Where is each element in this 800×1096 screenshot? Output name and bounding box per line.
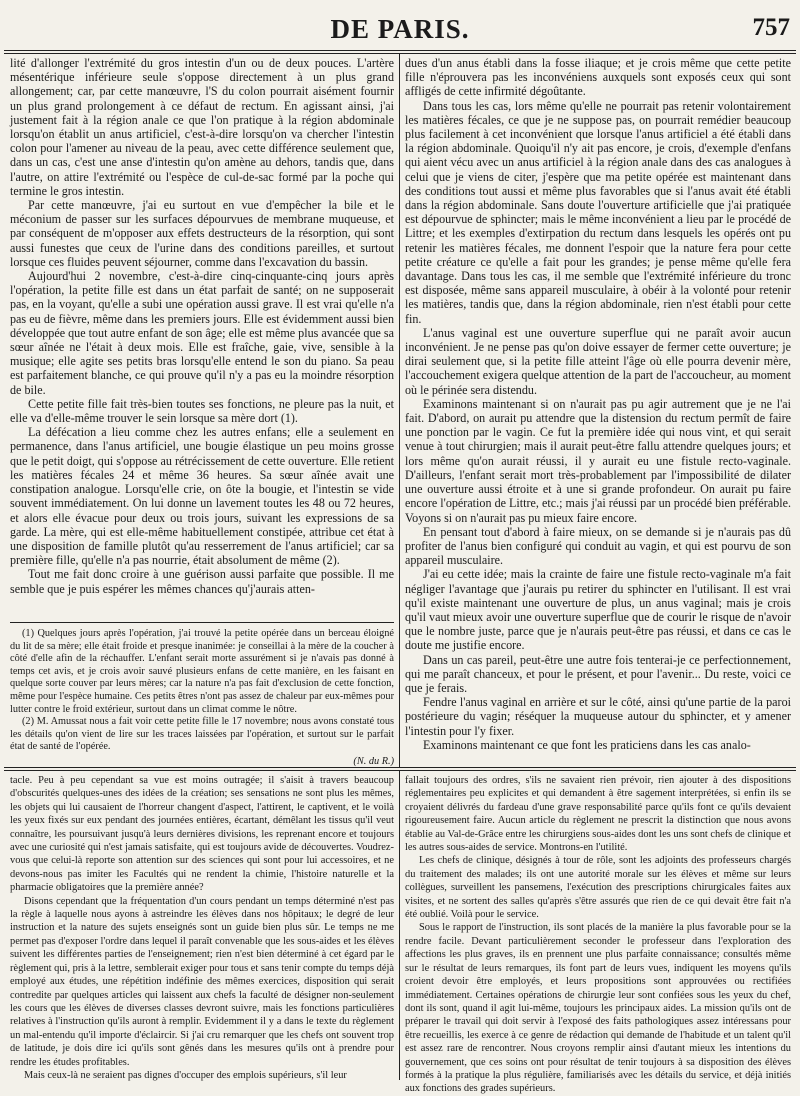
paragraph: Disons cependant que la fréquentation d'un cours pendant un temps déterminé n'est pas la règle à laquelle nous ayons à astreindre les élèves dans nos hôpitaux; le degré de leur instruction et la nature des sujets enseignés sont un guide bien plus sûr. Le temps ne me permet pas d'exposer l'ordre dans lequel il paraît convenable que les sous-aides et les élèves suivent les différentes parties de l'enseignement; rien n'est bien déterminé à cet égard par le règlement qui, pris à la lettre, semblerait exiger pour tous et sans tenir compte du temps déjà employé aux études, une répétition indéfinie des mêmes exercices, disposition qui serait contredite par quelques articles qui laissent aux chefs la faculté de désigner non-seulement les cours que les élèves de diverses classes devront suivre, mais les fonctions particulières relatives à l'instruction qu'ils auront à remplir. Evidemment il y a dans le texte du règlement un mal-entendu qu'il importe d'éclaircir. Si j'ai cru remarquer que les chefs ont souvent trop de latitude, je dois dire ici qu'ils sont gênés dans les mesures qu'ils ont à prendre pour rendre les études profitables. [10,895,394,1068]
newspaper-title: DE PARIS. [330,14,470,44]
paragraph: En pensant tout d'abord à faire mieux, on se demande si je n'aurais pas dû profiter de l'anus bien configuré qui conduit au vagin, et qui est pourvu de son appareil musculaire. [405,524,791,568]
bottom-right-column [405,774,791,1095]
page-header [0,0,800,44]
header-rule [4,50,796,51]
header-rule-thin [4,53,796,54]
section-rule-thin [4,770,796,771]
paragraph: Dans tous les cas, lors même qu'elle ne pourrait pas retenir volontairement les matières fécales, ce que je ne suppose pas, on pourrait remédier beaucoup plus facilement à cet inconvénient que lorsque l'anus artificiel a été établi dans la région abdominale. Quoiqu'il n'y ait pas encore, je crois, d'exemple d'enfans qui aient vécu avec un anus artificiel à la région anale dans des cas analogues à celui que je viens de citer, j'espère que ma petite opérée est maintenant dans des conditions tout aussi et même plus favorables que si l'anus avait été établi dans la région abdominale. Sans doute l'ouverture artificielle que j'ai pratiquée est dépourvue de sphincter; mais le même inconvénient a lieu par le procédé de Littre; et les exemples d'extirpation du rectum dans lesquels les opérés ont pu retenir les matières fécales, me donnent l'espoir que la nature fera pour cette petite créature ce qu'elle a fait pour les grandes; je pense même qu'elle fera davantage. Dans tous les cas, il me semble que l'extrémité inférieure du tronc est disposée, même sans appareil musculaire, à obéir à la volonté pour retenir les matières, tandis que, dans la région abdominale, rien n'est établi pour cette fin. [405,98,791,326]
footnote-2: (2) M. Amussat nous a fait voir cette petite fille le 17 novembre; nous avons constaté tous les détails qu'on vient de lire sur les traces laissées par l'opération, et surtout sur le parfait état de santé de l'opérée. [10,716,394,753]
bottom-left-column [10,774,394,1080]
paragraph: Mais ceux-là ne seraient pas dignes d'occuper des emplois supérieurs, s'il leur [24,1069,347,1081]
footnote-1: (1) Quelques jours après l'opération, j'ai trouvé la petite opérée dans un berceau éloigné du lit de sa mère; elle était froide et presque inanimée: je conseillai à la mère de la coucher à côté d'elle afin de la réchauffer. L'enfant serait morte assurément si je n'avais pas donné à temps cet avis, et je crois avoir sauvé plusieurs enfans de cette manière, en les faisant en quelque sorte couver par leurs mères; car la nature n'a pas fait d'exclusion de cette fonction, même pour l'espèce humaine. Ces petits êtres n'ont pas assez de chaleur par eux-mêmes pour lutter contre le froid extérieur, surtout dans un climat comme le nôtre. [10,628,394,715]
paragraph: Examinons maintenant si on n'aurait pas pu agir autrement que je ne l'ai fait. D'abord, on aurait pu attendre que la distension du rectum permît de faire une ponction par le vagin. Ce fut la première idée qui nous vint, et qui serait venue à tout chirurgien; mais il aurait peut-être fallu attendre quelques jours; et lors même qu'on aurait réussi, il y aurait eu une fistule recto-vaginale. D'ailleurs, l'enfant serait mort très-probablement par l'impossibilité de dilater une ouverture aussi étroite et à une si grande profondeur. On aurait pu faire encore l'opération de Littre, etc.; mais j'ai réussi par un procédé bien préférable. Voyons si on n'aurait pas pu mieux faire encore. [405,396,791,525]
right-column [405,56,791,764]
paragraph: L'anus vaginal est une ouverture superflue qui ne paraît avoir aucun inconvénient. Je ne pense pas qu'on doive essayer de fermer cette ouverture; je dirai seulement que, si la petite fille atteint l'âge où elle pourra devenir mère, l'accouchement exigera quelque attention de la part de l'accoucheur, au moment où le périnée sera distendu. [405,325,791,397]
paragraph: Examinons maintenant ce que font les praticiens dans les cas analo- [423,737,751,752]
top-column-divider [399,53,400,767]
paragraph: Dans un cas pareil, peut-être une autre fois tenterai-je ce perfectionnement, qui me paraît chanceux, et pour le présent, et pour l'avenir... Du reste, voici ce que je ferais. [405,652,791,695]
paragraph: La défécation a lieu comme chez les autres enfans; elle a seulement en permanence, dans l'anus artificiel, une bougie élastique un peu moins grosse que le petit doigt, qui s'oppose au rétrécissement de cette ouverture. Elle retient les matières fécales 24 et même 36 heures. Sa sœur aînée avait une constipation analogue. Lorsqu'elle crie, on ôte la bougie, et l'intestin se vide souvent immédiatement. On lui donne un lavement toutes les 48 ou 72 heures, et alors elle évacue pour deux ou trois jours, suivant les expressions de sa garde. La mère, qui est elle-même habituellement constipée, attribue cet état à une disposition de famille plutôt qu'au resserrement de l'anus artificiel; car sa première fille, qu'elle n'a pas nourrie, était absolument de même (2). [10,425,394,568]
paragraph: Cette petite fille fait très-bien toutes ses fonctions, ne pleure pas la nuit, et elle va d'elle-même trouver le sein lorsque sa mère dort (1). [10,396,394,426]
paragraph: Tout me fait donc croire à une guérison aussi parfaite que possible. Il me semble que je puis espérer les mêmes chances qu'j'aurais atten- [10,567,394,596]
paragraph: tacle. Peu à peu cependant sa vue est moins outragée; il s'aisit à travers beaucoup d'obscurités quelques-unes des idées de la création; ses sensations ne sont plus les mêmes, les objets qui lui causaient de l'horreur changent d'aspect, l'attirent, le captivent, et le voilà les yeux fixés sur eux pendant des journées entières, écartant, démêlant les tissus qu'il veut connaître, les poursuivant jusqu'à leurs dernières divisions, les reprenant encore et toujours avec une curiosité qui n'est jamais satisfaite, qui est toujours avide de découvertes. Voudrez-vous que celui-là reporte son attention sur des sciences qui sont pour lui accessoires, et ne devons-nous pas imiter les Facultés qui ne rendent la chimie, l'histoire naturelle et la pharmacie obligatoires que la première année? [10,775,394,894]
footnotes [10,628,394,767]
page-number: 757 [752,14,790,41]
paragraph: fallait toujours des ordres, s'ils ne savaient rien prévoir, rien ajouter à des dispositions réglementaires peu explicites et qui demandent à être sagement interprétées, si enfin ils se croyaient délivrés du fardeau d'une grave responsabilité parce qu'ils font ce qu'ils devaient rigoureusement faire. Aucun article du règlement ne prescrit la distinction que nous avons établie au Val-de-Grâce entre les chirurgiens sous-aides dont les uns sont chefs de clinique et les autres sous-aides de service. Montrons-en l'utilité. [405,775,791,854]
paragraph: J'ai eu cette idée; mais la crainte de faire une fistule recto-vaginale m'a fait négliger l'avantage que j'aurais pu retirer du sphincter en l'utilisant. Il est vrai qu'il existe maintenant une ouverture de plus, un anus vaginal; mais je crois qu'il vaut mieux avoir une ouverture superflue que de courir le risque de n'avoir que le nombre juste, parce que je n'aurais peut-être pas réussi, et dans ce cas le doute me justifie encore. [405,567,791,653]
footnote-rule [10,622,394,623]
paragraph: dues d'un anus établi dans la fosse iliaque; et je crois même que cette petite fille n'éprouvera pas les inconvéniens auxquels sont exposés ceux qui sont affligés de cette infirmité dégoûtante. [405,56,791,99]
paragraph: Les chefs de clinique, désignés à tour de rôle, sont les adjoints des professeurs chargés du traitement des malades; ils ont une autorité morale sur les élèves et même sur leurs collègues, surveillent les pansemens, l'exécution des prescriptions chirurgicales faites aux visites, et ne sortent des salles qu'après s'être assurés que rien de ce qui devait être fait n'a été oublié. Voilà pour le service. [405,855,791,921]
bottom-column-divider [399,770,400,1080]
paragraph: Aujourd'hui 2 novembre, c'est-à-dire cinq-cinquante-cinq jours après l'opération, la petite fille est dans un état parfait de santé; on ne supposerait pas, en la voyant, qu'elle a subi une opération aussi grave. Il est vrai qu'elle n'a pas eu de fièvre, même dans les premiers jours. Elle est évidemment aussi bien développée que tout autre enfant de son âge; elle est même plus avancée que sa sœur aînée ne l'était à deux mois. Elle est fraîche, gaie, vive, sensible à la musique; elle agite ses petits bras lorsqu'elle entend le son du piano. Sa peau est parfaitement blanche, ce qui prouve qu'il n'y a pas eu la moindre résorption de bile. [10,269,394,397]
left-column [10,56,394,618]
paragraph: Par cette manœuvre, j'ai eu surtout en vue d'empêcher la bile et le méconium de passer sur les surfaces dépourvues de membrane muqueuse, et par conséquent de m'opposer aux effets destructeurs de la résorption, qui sont aussi funestes que ceux de l'urine dans des conditions pareilles, et surtout lorsque ces fluides peuvent séjourner, comme dans l'excavation du bassin. [10,198,394,269]
paragraph: Sous le rapport de l'instruction, ils sont placés de la manière la plus favorable pour se la rendre facile. Devant particulièrement seconder le professeur dans l'exploration des affections les plus graves, ils en prennent une plus parfaite connaissance; consultés même sur le résultat de leurs remarques, ils font part de leurs vues, indiquent les moyens qu'ils croient devoir être employés, et leurs propositions sont approuvées ou rectifiées immédiatement. Certaines opérations de chirurgie leur sont confiées sous les yeux du chef, dont ils sont, quand il agit lui-même, toujours les principaux aides. La mission qu'ils ont de préparer le travail qui doit servir à l'exposé des faits pathologiques assez intéressans pour être recueillis, les exerce à ce genre de rédaction qui demande de l'habitude et un talent qu'il est assez rare de rencontrer. Nous croyons remplir ainsi d'autant mieux les intentions du gouvernement, que ces soins ont pour résultat de tenir toujours à sa disposition des élèves formés à la pratique la plus régulière, familiarisés avec les détails du service, et déjà initiés aux fonctions des grades supérieurs. [405,922,791,1095]
paragraph: Fendre l'anus vaginal en arrière et sur le côté, ainsi qu'une partie de la paroi postérieure du vagin; réséquer la muqueuse autour du sphincter, et y amener l'intestin pour l'y fixer. [405,695,791,738]
footnote-signature: (N. du R.) [353,755,394,767]
paragraph: lité d'allonger l'extrémité du gros intestin d'un ou de deux pouces. L'artère mésentérique inférieure seule s'oppose directement à un plus grand allongement; car, par cette manœuvre, l'S du colon pourrait aisément fournir un plus grand prolongement à ce défaut de rectum. En agissant ainsi, j'ai justement fait à la région anale ce que l'on pratique à la région abdominale lorsqu'on établit un anus artificiel, c'est-à-dire lorsqu'on va chercher l'intestin colon pour l'amener au niveau de la peau, avec cette différence seulement que, dans un cas, c'est une anse d'intestin qu'on amène au dehors, tandis que, dans l'autre, on attire l'extrémité ou l'espèce de cul-de-sac formé par la poche qui termine le gros intestin. [10,56,394,198]
